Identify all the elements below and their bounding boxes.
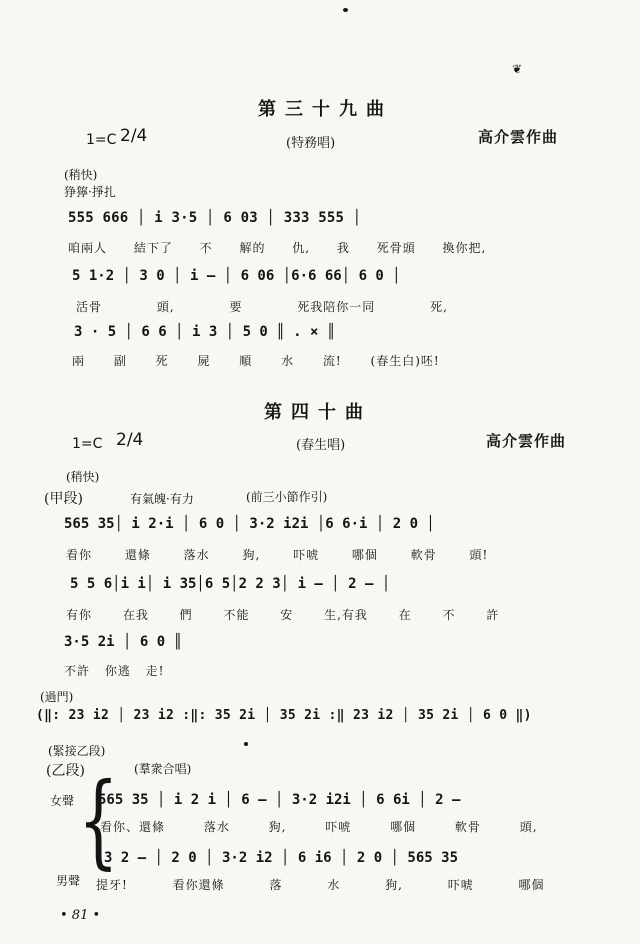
section-b-note: (羣衆合唱) bbox=[134, 762, 192, 776]
female-notes: 565 35 │ i 2 i │ 6 — │ 3·2 i2i │ 6 6i │ 2 — bbox=[98, 792, 461, 808]
song39-row3-lyrics: 兩 副 死 屍 順 水 流! (春生白)呸! bbox=[72, 354, 440, 368]
song39-row2-lyrics: 活骨 頭, 要 死我陪你一同 死, bbox=[76, 300, 448, 314]
section-a-label: (甲段) bbox=[44, 491, 83, 507]
song40-composer: 高介雲作曲 bbox=[486, 432, 567, 450]
song39-singer: (特務唱) bbox=[286, 136, 336, 151]
section-a-row2-lyrics: 有你 在我 們 不能 安 生,有我 在 不 許 bbox=[66, 608, 500, 622]
song39-expression: 狰獰·掙扎 bbox=[64, 185, 116, 199]
song40-singer: (春生唱) bbox=[296, 438, 346, 453]
section-a-expression: 有氣魄·有力 bbox=[130, 492, 194, 506]
female-voice-label: 女聲 bbox=[50, 794, 75, 808]
ink-speck bbox=[343, 8, 348, 12]
section-a-note: (前三小節作引) bbox=[246, 490, 328, 504]
song39-composer: 高介雲作曲 bbox=[478, 128, 559, 146]
song39-row2-notes: 5 1·2 │ 3 0 │ i — │ 6 06 │6·6 66│ 6 0 │ bbox=[72, 268, 401, 284]
song39-time: 2/4 bbox=[120, 126, 148, 146]
section-a-row1-notes: 565 35│ i 2·i │ 6 0 │ 3·2 i2i │6 6·i │ 2 0 │ bbox=[64, 516, 435, 532]
staff-brace: { bbox=[78, 762, 119, 882]
song39-row1-lyrics: 咱兩人 結下了 不 解的 仇, 我 死骨頭 換你把, bbox=[68, 241, 487, 255]
song39-row1-notes: 555 666 │ i 3·5 │ 6 03 │ 333 555 │ bbox=[68, 210, 362, 226]
song39-row3-notes: 3 · 5 │ 6 6 │ i 3 │ 5 0 ║ . × ║ bbox=[74, 324, 336, 340]
song40-tempo: (稍快) bbox=[66, 470, 100, 484]
section-a-row3-lyrics: 不許 你逃 走! bbox=[64, 664, 165, 678]
male-notes: 3 2 — │ 2 0 │ 3·2 i2 │ 6 i6 │ 2 0 │ 565 35 bbox=[104, 850, 459, 866]
song40-title: 第四十曲 bbox=[264, 402, 372, 423]
page-number: • 81 • bbox=[60, 908, 101, 923]
male-voice-label: 男聲 bbox=[56, 874, 81, 888]
female-lyrics: 看你、還條 落水 狗, 吓唬 哪個 軟骨 頭, bbox=[100, 820, 538, 834]
song40-key: 1=C bbox=[72, 436, 103, 452]
song39-key: 1=C bbox=[86, 132, 117, 148]
interlude-label: (過門) bbox=[40, 690, 74, 704]
section-a-row1-lyrics: 看你 還條 落水 狗, 吓唬 哪個 軟骨 頭! bbox=[66, 548, 489, 562]
male-lyrics: 提牙! 看你還條 落 水 狗, 吓唬 哪個 bbox=[96, 878, 545, 892]
song39-title: 第三十九曲 bbox=[258, 99, 393, 120]
section-a-row3-notes: 3·5 2i │ 6 0 ║ bbox=[64, 634, 183, 650]
section-b-label: (乙段) bbox=[46, 763, 85, 779]
interlude-notes: (‖: 23 i2 │ 23 i2 :‖: 35 2i │ 35 2i :‖ 23 i2 │ 35 2i │ 6 0 ‖) bbox=[36, 708, 532, 723]
section-a-row2-notes: 5 5 6│i i│ i 35│6 5│2 2 3│ i — │ 2 — │ bbox=[70, 576, 391, 592]
song39-tempo: (稍快) bbox=[64, 168, 98, 182]
ink-mark: ❦ bbox=[512, 62, 523, 76]
ink-speck bbox=[244, 742, 248, 746]
song40-time: 2/4 bbox=[116, 430, 144, 450]
interlude-next: (緊接乙段) bbox=[48, 744, 106, 758]
